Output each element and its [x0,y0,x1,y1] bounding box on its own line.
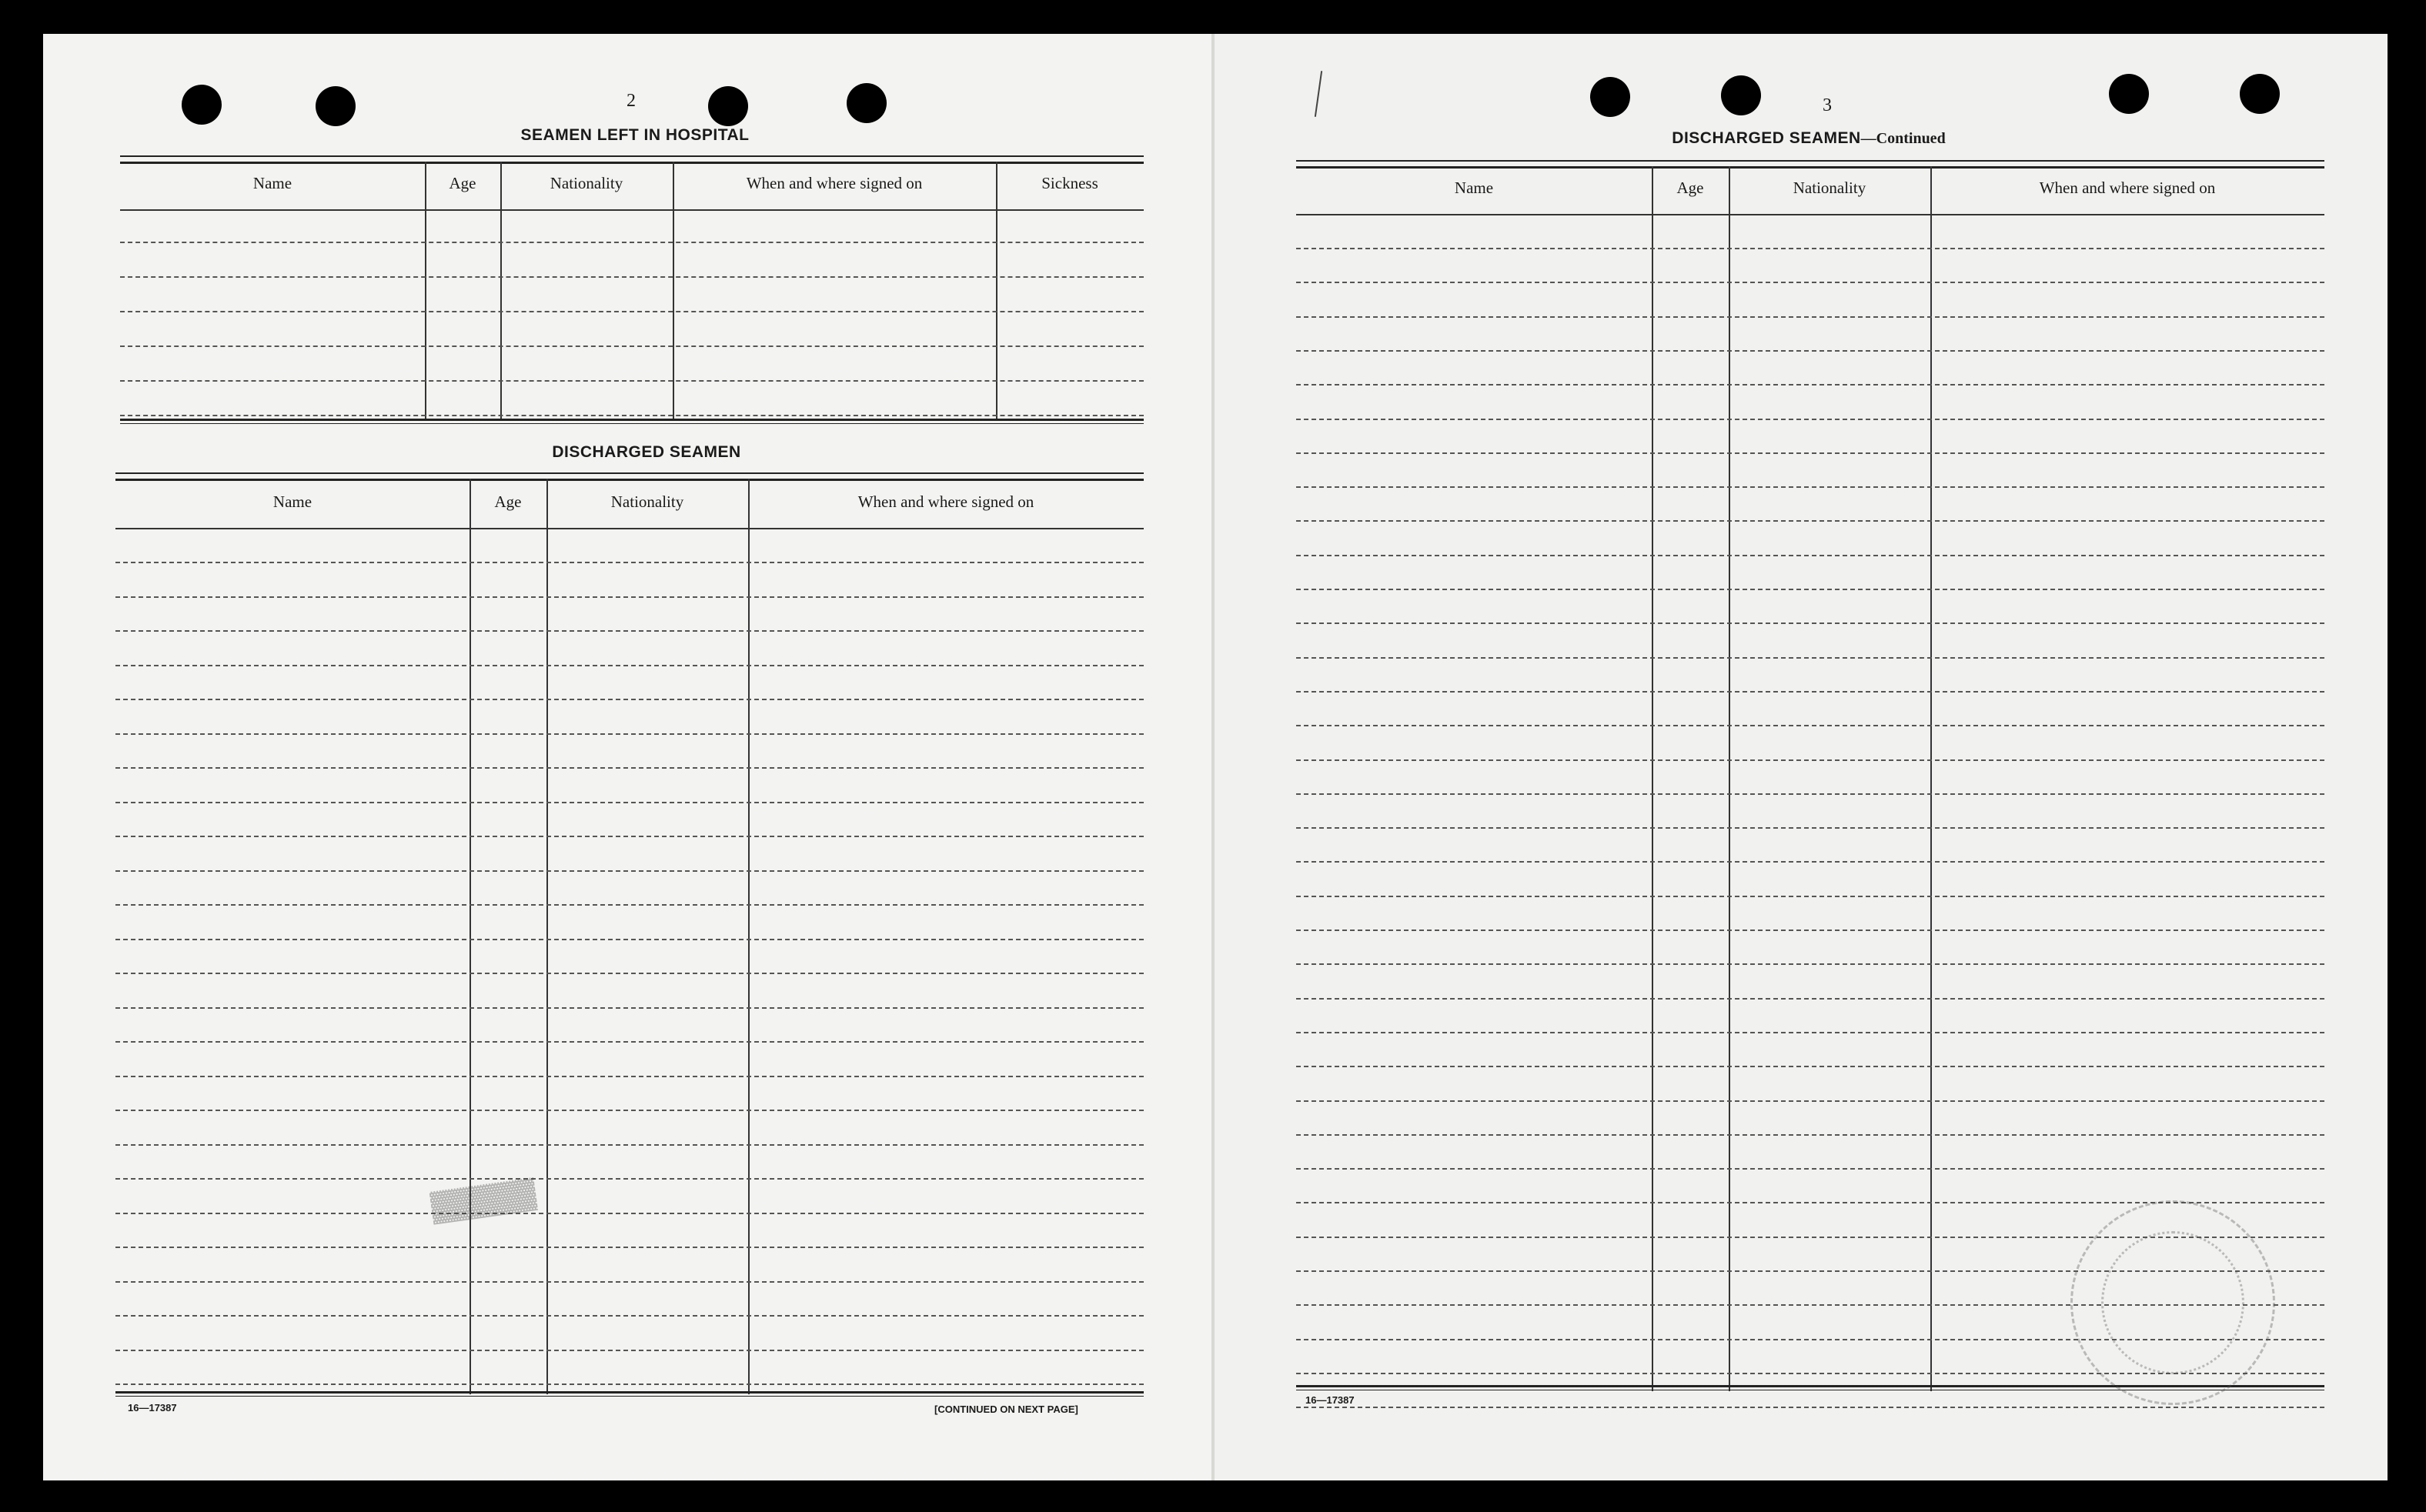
table-row [115,1178,1144,1180]
table-row [1296,248,2324,249]
column-header-nationality: Nationality [610,492,684,511]
column-header-age: Age [494,492,522,511]
column-header-age: Age [449,174,476,192]
punch-hole [316,86,356,126]
column-header-name: Name [272,492,312,511]
table-row [115,1007,1144,1009]
punch-hole [182,85,222,125]
table-row [120,311,1144,312]
table-row [1296,1168,2324,1170]
punch-hole [708,86,748,126]
column-header-signed-on: When and where signed on [2039,179,2216,197]
table-row [115,1144,1144,1146]
table-row [1296,486,2324,488]
discharged-continued-title-main: DISCHARGED SEAMEN [1672,129,1861,147]
table-row [120,276,1144,278]
discharged-continued-title [1586,129,2032,148]
table-row [1296,861,2324,863]
table-row [115,836,1144,837]
table-row [120,415,1144,416]
column-header-sickness: Sickness [1041,174,1098,192]
table-row [1296,1066,2324,1067]
table-row [115,1281,1144,1283]
table-row [115,973,1144,974]
circular-stamp-inner [2101,1231,2244,1374]
table-row [1296,725,2324,726]
punch-hole [847,83,887,123]
table-row [115,1041,1144,1043]
table-row [1296,827,2324,829]
table-row [1296,316,2324,318]
table-row [115,904,1144,906]
table-row [1296,589,2324,590]
table-row [1296,520,2324,522]
form-number-right: 16—17387 [1305,1394,1355,1406]
column-header-age: Age [1676,179,1704,197]
column-header-signed-on: When and where signed on [857,492,1034,511]
table-row [120,380,1144,382]
table-row [115,1110,1144,1111]
table-row [115,665,1144,666]
column-header-name: Name [252,174,292,192]
table-row [1296,384,2324,386]
table-row [115,630,1144,632]
table-row [115,939,1144,940]
table-row [1296,452,2324,454]
punch-hole [2109,74,2149,114]
hospital-section-title: SEAMEN LEFT IN HOSPITAL [520,126,750,144]
table-row [1296,998,2324,1000]
table-row [1296,1032,2324,1033]
table-row [115,1383,1144,1385]
discharged-table [115,472,1144,1396]
table-row [1296,1100,2324,1102]
table-row [115,562,1144,563]
table-row [1296,657,2324,659]
form-number-left: 16—17387 [128,1402,177,1414]
page-number-left: 2 [627,91,636,111]
table-row [120,345,1144,347]
hospital-table [120,155,1144,425]
table-row [1296,419,2324,420]
table-row [115,1076,1144,1077]
table-row [120,242,1144,243]
table-row [115,1350,1144,1351]
table-row [115,1213,1144,1214]
table-row [1296,963,2324,965]
table-row [1296,282,2324,283]
table-row [1296,896,2324,897]
column-header-signed-on: When and where signed on [746,174,923,192]
continued-note: [CONTINUED ON NEXT PAGE] [934,1404,1078,1415]
table-row [1296,1134,2324,1136]
faint-stamp: ▓▓▓▓▓▓ [429,1177,539,1226]
table-row [115,1315,1144,1317]
page-gutter [1211,34,1215,1480]
table-row [1296,930,2324,931]
table-row [115,699,1144,700]
continued-suffix: —Continued [1860,130,1946,147]
table-row [1296,1407,2324,1408]
table-row [1296,759,2324,761]
punch-hole [2240,74,2280,114]
discharged-section-title: DISCHARGED SEAMEN [552,443,741,461]
table-row [115,870,1144,872]
page-number-right: 3 [1823,95,1832,115]
table-row [115,1247,1144,1248]
table-row [115,596,1144,598]
table-row [1296,350,2324,352]
column-header-nationality: Nationality [1793,179,1866,197]
table-row [115,767,1144,769]
table-row [115,802,1144,803]
table-row [1296,555,2324,556]
table-row [1296,691,2324,693]
column-header-nationality: Nationality [550,174,623,192]
table-row [1296,793,2324,795]
column-header-name: Name [1454,179,1494,197]
table-row [115,733,1144,735]
punch-hole [1590,77,1630,117]
punch-hole [1721,75,1761,115]
table-row [1296,622,2324,624]
